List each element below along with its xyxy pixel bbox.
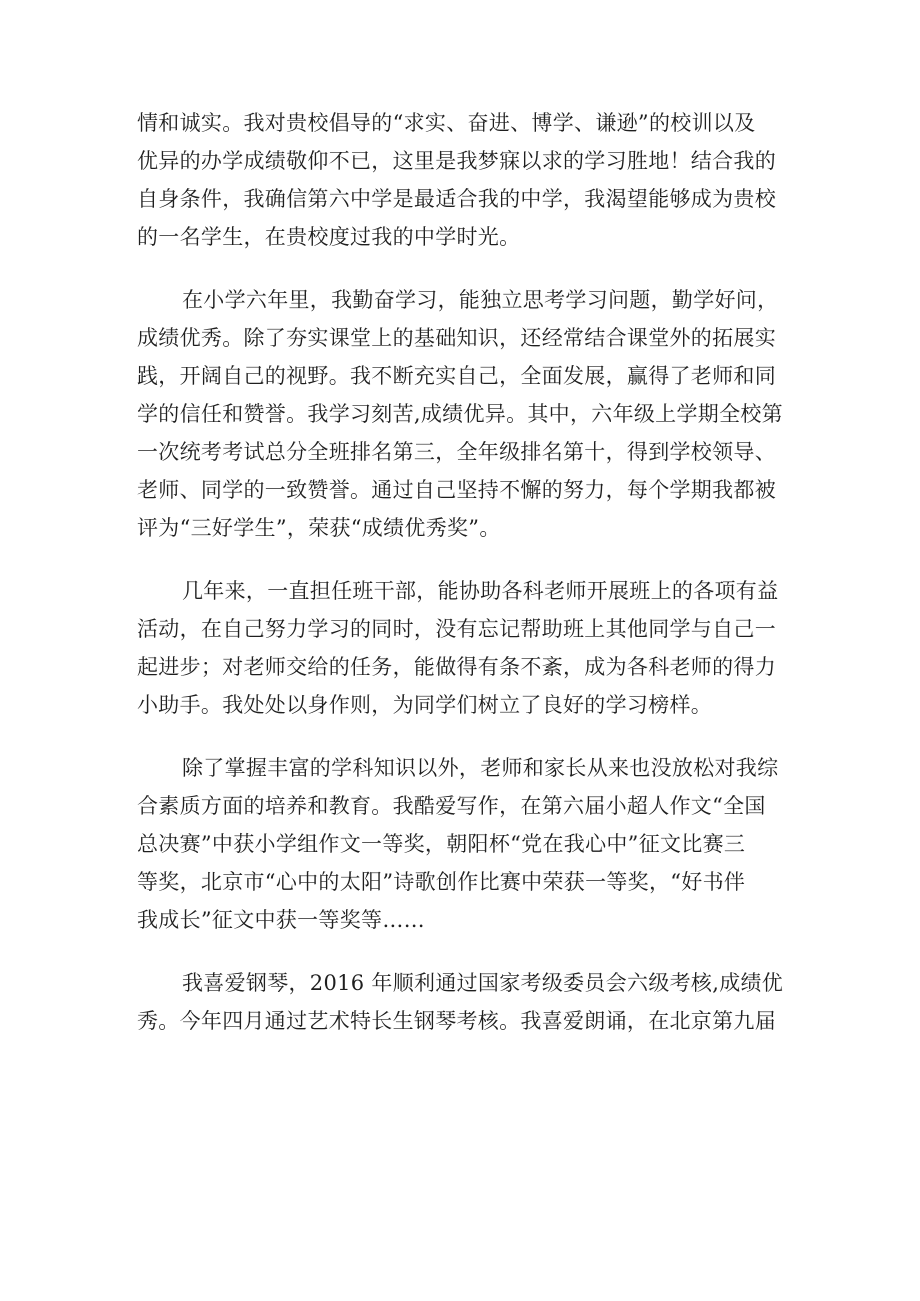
text-line: 情和诚实。我对贵校倡导的“求实、奋进、博学、谦逊”的校训以及	[137, 111, 756, 135]
paragraph-gap	[137, 939, 797, 964]
text-line: 总决赛”中获小学组作文一等奖，朝阳杯“党在我心中”征文比赛三	[137, 832, 746, 856]
text-line: 活动，在自己努力学习的同时，没有忘记帮助班上其他同学与自己一	[137, 617, 776, 641]
text-line: 评为“三好学生”，荣获“成绩优秀奖”。	[137, 516, 501, 540]
text-line: 我喜爱钢琴，2016 年顺利通过国家考级委员会六级考核,成绩优	[182, 971, 784, 995]
text-line: 老师、同学的一致赞誉。通过自己坚持不懈的努力，每个学期我都被	[137, 478, 776, 502]
text-line: 秀。今年四月通过艺术特长生钢琴考核。我喜爱朗诵，在北京第九届	[137, 1009, 776, 1033]
text-line: 自身条件，我确信第六中学是最适合我的中学，我渴望能够成为贵校	[137, 187, 776, 211]
text-line: 一次统考考试总分全班排名第三，全年级排名第十，得到学校领导、	[137, 440, 776, 464]
paragraph-1	[137, 104, 797, 256]
paragraph-2	[137, 281, 797, 547]
text-line: 我成长”征文中获一等奖等……	[137, 908, 425, 932]
paragraph-gap	[137, 724, 797, 749]
document-body	[137, 104, 797, 1040]
text-line: 优异的办学成绩敬仰不已，这里是我梦寐以求的学习胜地！结合我的	[137, 149, 776, 173]
text-line: 等奖，北京市“心中的太阳”诗歌创作比赛中荣获一等奖，“好书伴	[137, 870, 746, 894]
text-line: 学的信任和赞誉。我学习刻苦,成绩优异。其中，六年级上学期全校第	[137, 402, 783, 426]
text-line: 在小学六年里，我勤奋学习，能独立思考学习问题，勤学好问，	[182, 288, 779, 312]
paragraph-5	[137, 964, 797, 1040]
paragraph-3	[137, 572, 797, 724]
text-line: 起进步；对老师交给的任务，能做得有条不紊，成为各科老师的得力	[137, 655, 776, 679]
text-line: 成绩优秀。除了夯实课堂上的基础知识，还经常结合课堂外的拓展实	[137, 326, 776, 350]
paragraph-4	[137, 749, 797, 939]
paragraph-gap	[137, 547, 797, 572]
text-line: 小助手。我处处以身作则，为同学们树立了良好的学习榜样。	[137, 693, 713, 717]
text-line: 几年来，一直担任班干部，能协助各科老师开展班上的各项有益	[182, 579, 779, 603]
text-line: 践，开阔自己的视野。我不断充实自己，全面发展，赢得了老师和同	[137, 364, 776, 388]
text-line: 除了掌握丰富的学科知识以外，老师和家长从来也没放松对我综	[182, 756, 779, 780]
text-line: 的一名学生，在贵校度过我的中学时光。	[137, 225, 521, 249]
text-line: 合素质方面的培养和教育。我酷爱写作，在第六届小超人作文“全国	[137, 794, 766, 818]
paragraph-gap	[137, 256, 797, 281]
